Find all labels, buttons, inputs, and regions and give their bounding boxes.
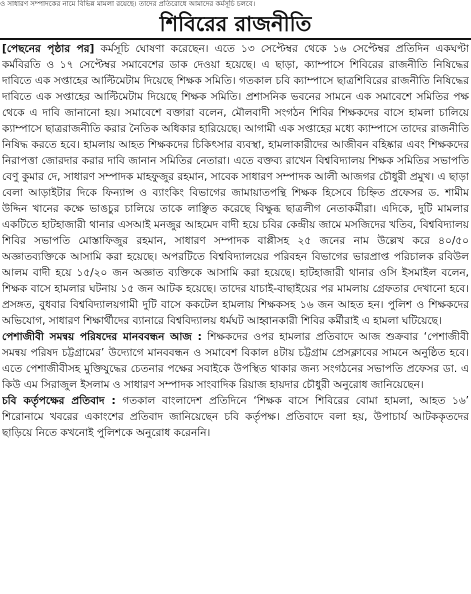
paragraph-3: [2, 393, 469, 441]
headline: শিবিরের রাজনীতি: [159, 11, 312, 36]
previous-article-tail: ও সাধারণ সম্পাদকের নামে বিভিন্ন মামলা রয়েছে। তাদের প্রতিরোধে আমাদের কর্মসূচি চলবে।: [0, 0, 256, 8]
section-3-label: চবি কর্তৃপক্ষের প্রতিবাদ :: [2, 395, 116, 407]
article-body: [2, 41, 469, 592]
paragraph-1-text: কর্মসূচি ঘোষণা করেছেন। এতে ১৩ সেপ্টেম্বর থেকে ১৬ সেপ্টেম্বর প্রতিদিন একঘণ্টা কর্মবিরতি ও ১৭ সেপ্টেম্বর সমাবেশের ডাক দেওয়া হয়েছে। এ ছাড়া, ক্যাম্পাসে শিবিরের রাজনীতি নিষিদ্ধের দাবিতে এক সপ্তাহের আল্টিমেটাম দিয়েছে শিক্ষক সমিতি। গতকাল চবি ক্যাম্পাসে ছাত্রশিবিরের রাজনীতি নিষিদ্ধের দাবিতে এক সপ্তাহের আল্টিমেটাম দিয়েছে শিক্ষক সমিতি। প্রশাসনিক ভবনের সামনে এক সমাবেশে সমিতির পক্ষ থেকে এ দাবি জানানো হয়। সমাবেশে বক্তারা বলেন, মৌলবাদী সংগঠন শিবির শিক্ষকদের বাসে হামলা চালিয়ে ক্যাম্পাসে ছাত্ররাজনীতি করার নৈতিক অধিকার হারিয়েছে। আগামী এক সপ্তাহের মধ্যে ক্যাম্পাসে তাদের রাজনীতি নিষিদ্ধ করতে হবে। হামলায় আহত শিক্ষকদের চিকিৎসার ব্যবস্থা, হামলাকারীদের আজীবন বহিষ্কার এবং শিক্ষকদের নিরাপত্তা জোরদার করার দাবি জানান সমিতির নেতারা। এতে বক্তব্য রাখেন বিশ্ববিদ্যালয় শিক্ষক সমিতির সভাপতি বেণু কুমার দে, সাধারণ সম্পাদক মাহফুজুর রহমান, সাবেক সাধারণ সম্পাদক আলী আজগর চৌধুরী প্রমুখ। এ ছাড়া বেলা আড়াইটার দিকে ফিন্যান্স ও ব্যাংকিং বিভাগের জামায়াতপন্থি শিক্ষক হিসেবে চিহ্নিত প্রফেসর ড. শামীম উদ্দিন খানের কক্ষে ভাঙচুর চালিয়ে তাকে লাঞ্ছিত করেছে বিক্ষুব্ধ ছাত্রলীগ নেতাকর্মীরা। এদিকে, দুটি মামলার একটিতে হাটহাজারী থানার এসআই মনজুর আহমেদ বাদী হয়ে চবির কেন্দ্রীয় জামে মসজিদের খতিব, বিশ্ববিদ্যালয় শিবির সভাপতি মোস্তাফিজুর রহমান, সাধারণ সম্পাদক বাপ্পীসহ ২৫ জনের নাম উল্লেখ করে ৪০/৫০ অজ্ঞাতব্যক্তিকে আসামি করা হয়েছে। অপরটিতে বিশ্ববিদ্যালয়ের পরিবহন বিভাগের ভারপ্রাপ্ত পরিচালক রবিউল আলম বাদী হয়ে ১৫/২০ জন অজ্ঞাত ব্যক্তিকে আসামি করা হয়েছে। হাটহাজারী থানার ওসি ইসমাইল বলেন, শিক্ষক বাসে হামলার ঘটনায় ১৫ জন আটক হয়েছে। তাদের যাচাই-বাছাইয়ের পর মামলায় গ্রেফতার দেখানো হবে। প্রসঙ্গত, বুধবার বিশ্ববিদ্যালয়গামী দুটি বাসে ককটেল হামলায় শিক্ষকসহ ১৬ জন আহত হন। পুলিশ ও শিক্ষকদের অভিযোগ, সাধারণ শিক্ষার্থীদের ব্যানারে বিশ্ববিদ্যালয় ধর্মঘট আহ্বানকারী শিবির কর্মীরাই এ হামলা ঘটিয়েছে।: [2, 43, 469, 327]
paragraph-2: [2, 329, 469, 393]
continuation-label: [পেছনের পৃষ্ঠার পর]: [2, 43, 95, 55]
paragraph-2-text: শিক্ষকদের ওপর হামলার প্রতিবাদে আজ শুক্রবার ‘পেশাজীবী সমন্বয় পরিষদ চট্টগ্রামের’ উদ্যোগে মানববন্ধন ও সমাবেশ বিকাল ৪টায় চট্টগ্রাম প্রেসক্লাবের সামনে অনুষ্ঠিত হবে। এতে পেশাজীবীসহ মুক্তিযুদ্ধের চেতনার পক্ষের সবাইকে উপস্থিত থাকার জন্য সংগঠনের সভাপতি প্রফেসর ডা. এ কিউ এম সিরাজুল ইসলাম ও সাধারণ সম্পাদক সাংবাদিক রিয়াজ হায়দার চৌধুরী অনুরোধ জানিয়েছেন।: [2, 331, 469, 391]
paragraph-3-text: গতকাল বাংলাদেশ প্রতিদিনে ‘শিক্ষক বাসে শিবিরের বোমা হামলা, আহত ১৬’ শিরোনামে খবরের একাংশের প্রতিবাদ জানিয়েছেন চবি কর্তৃপক্ষ। প্রতিবাদে বলা হয়, উপাচার্য আটককৃতদের ছাড়িয়ে নিতে কখনোই পুলিশকে অনুরোধ করেননি।: [2, 395, 469, 439]
paragraph-1: [2, 41, 469, 329]
section-2-label: পেশাজীবী সমন্বয় পরিষদের মানববন্ধন আজ :: [2, 331, 202, 343]
headline-rule: [0, 38, 471, 40]
